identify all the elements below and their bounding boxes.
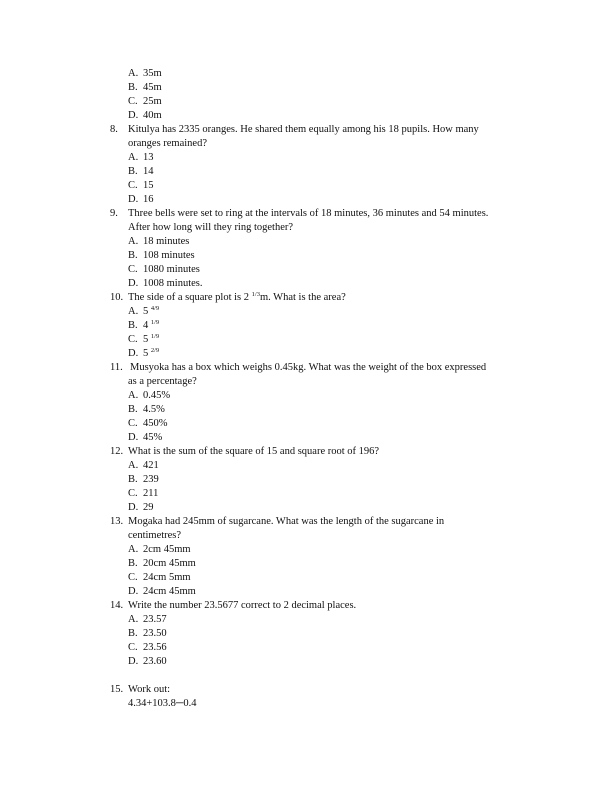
q14-option-c: C. 23.56 [128,642,167,653]
q11-option-c: C. 450% [128,418,168,429]
q13-option-a: A. 2cm 45mm [128,544,191,555]
q8-option-d: D. 16 [128,194,154,205]
q7-option-d: D. 40m [128,110,162,121]
q10-text: The side of a square plot is 2 $^{1/3}$m. What is the area? [128,291,346,303]
q13-option-d: D. 24cm 45mm [128,586,196,597]
q8-option-b: B. 14 [128,166,154,177]
q7-option-c: C. 25m [128,96,162,107]
q13-text-line1: Mogaka had 245mm of sugarcane. What was the length of the sugarcane in [128,516,445,527]
q9-text-line2: After how long will they ring together? [128,222,294,233]
q14-option-a: A. 23.57 [128,614,167,625]
q13-number: 13. [110,516,124,527]
q14-text: Write the number 23.5677 correct to 2 decimal places. [128,600,357,611]
q9-option-d: D. 1008 minutes. [128,278,203,289]
q12-option-c: C. 211 [128,488,159,499]
q8-number: 8. [110,124,118,135]
q14-option-d: D. 23.60 [128,656,167,667]
q10-option-d: D. 5 $^{2/9}$ [128,347,160,359]
q13-text-line2: centimetres? [128,530,182,541]
q12-text: What is the sum of the square of 15 and square root of 196? [128,446,380,457]
q15-text: Work out: [128,684,171,695]
q12-number: 12. [110,446,124,457]
q13-option-c: C. 24cm 5mm [128,572,191,583]
q12-option-d: D. 29 [128,502,154,513]
q10-number: 10. [110,292,124,303]
q8-text-line2: oranges remained? [128,138,208,149]
q12-option-a: A. 421 [128,460,159,471]
q9-option-c: C. 1080 minutes [128,264,200,275]
q8-text-line1: Kitulya has 2335 oranges. He shared them equally among his 18 pupils. How many [128,124,479,135]
q9-option-a: A. 18 minutes [128,236,190,247]
q7-option-a: A. 35m [128,68,162,79]
q11-number: 11. [110,362,123,373]
q11-option-a: A. 0.45% [128,390,171,401]
q11-option-d: D. 45% [128,432,163,443]
q15-number: 15. [110,684,124,695]
q14-number: 14. [110,600,124,611]
q9-text-line1: Three bells were set to ring at the intervals of 18 minutes, 36 minutes and 54 minutes. [128,208,489,219]
q12-option-b: B. 239 [128,474,159,485]
q9-number: 9. [110,208,118,219]
q11-text-line2: as a percentage? [128,376,197,387]
q14-option-b: B. 23.50 [128,628,167,639]
q8-option-c: C. 15 [128,180,154,191]
q10-option-b: B. 4 $^{1/9}$ [128,319,160,331]
q10-option-c: C. 5 $^{1/9}$ [128,333,160,345]
q13-option-b: B. 20cm 45mm [128,558,196,569]
q10-option-a: A. 5 $^{4/9}$ [128,305,160,317]
q15-expression: 4.34+103.8─0.4 [128,698,197,709]
q11-option-b: B. 4.5% [128,404,165,415]
q8-option-a: A. 13 [128,152,154,163]
q11-text-line1: Musyoka has a box which weighs 0.45kg. What was the weight of the box expressed [130,362,487,373]
q9-option-b: B. 108 minutes [128,250,195,261]
q7-option-b: B. 45m [128,82,162,93]
